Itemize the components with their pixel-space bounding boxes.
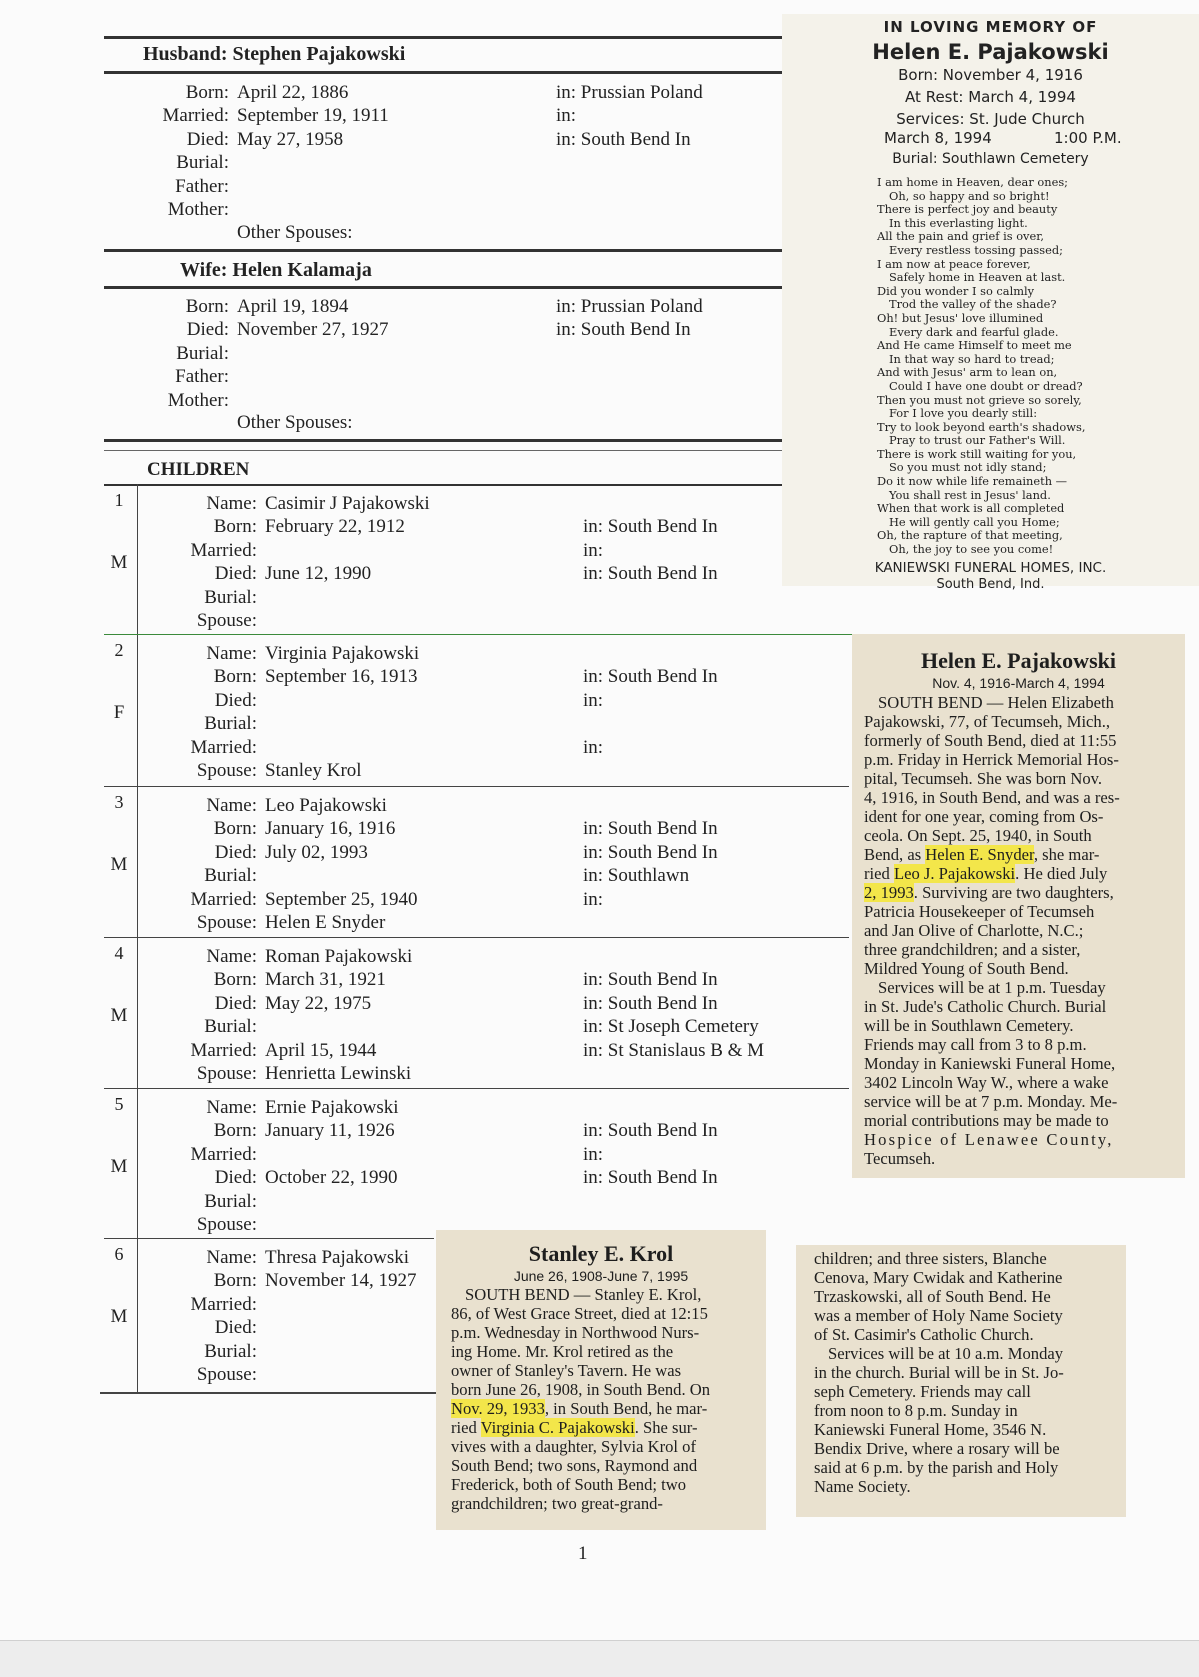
card-funeral-home: KANIEWSKI FUNERAL HOMES, INC. <box>874 560 1107 576</box>
child-row-label: Burial: <box>204 865 257 887</box>
obit-line: and Jan Olive of Charlotte, N.C.; <box>864 921 1084 940</box>
card-poem <box>877 176 1137 557</box>
obit-line: 4, 1916, in South Bend, and was a res- <box>864 788 1120 807</box>
obit-line: grandchildren; two great-grand- <box>451 1494 663 1513</box>
poem-line: Every dark and fearful glade. <box>889 324 1059 339</box>
child-row-label: Died: <box>214 563 257 585</box>
poem-line: You shall rest in Jesus' land. <box>889 487 1051 502</box>
divider <box>104 484 792 486</box>
child-row-value: Roman Pajakowski <box>265 946 413 967</box>
stanley-obit-dates: June 26, 1908-June 7, 1995 <box>513 1268 689 1284</box>
obit-line: Hospice of Lenawee County, <box>864 1130 1114 1149</box>
child-sex: M <box>110 1156 128 1177</box>
obit-line: Name Society. <box>814 1477 911 1496</box>
poem-line: I am home in Heaven, dear ones; <box>877 175 1069 189</box>
child-row-value: September 25, 1940 <box>265 888 418 910</box>
obit-line: will be in Southlawn Cemetery. <box>864 1016 1074 1035</box>
husband-row-place: in: Prussian Poland <box>556 82 703 103</box>
obit-line: ident for one year, coming from Os- <box>864 807 1104 826</box>
child-row-place: in: <box>583 888 604 910</box>
husband-row-value: May 27, 1958 <box>237 128 344 150</box>
divider <box>104 249 792 252</box>
child-row-place: in: South Bend In <box>583 1120 718 1142</box>
child-row-label: Died: <box>214 992 257 1014</box>
child-row-label: Burial: <box>204 1016 257 1038</box>
child-row-place: in: South Bend In <box>583 666 718 688</box>
child-row-label: Name: <box>206 795 257 816</box>
child-row-label: Spouse: <box>196 760 257 781</box>
divider <box>104 71 792 74</box>
poem-line: Oh, the joy to see you come! <box>889 542 1054 557</box>
child-row-place: in: Southlawn <box>583 865 690 887</box>
child-row-value: Henrietta Lewinski <box>265 1063 412 1084</box>
obit-line: 2, 1993. Surviving are two daughters, <box>864 883 1114 902</box>
child-row-label: Married: <box>190 1039 257 1061</box>
obit-line: was a member of Holy Name Society <box>814 1306 1063 1325</box>
obit-line: SOUTH BEND — Helen Elizabeth <box>878 693 1114 712</box>
wife-row-label: Born: <box>185 296 229 317</box>
helen-obituary-clipping <box>852 634 1185 1178</box>
obit-line: seph Cemetery. Friends may call <box>814 1382 1031 1401</box>
obit-line: Pajakowski, 77, of Tecumseh, Mich., <box>864 712 1111 731</box>
child-row-place: in: St Joseph Cemetery <box>583 1016 759 1038</box>
child-row-value: January 16, 1916 <box>265 818 396 840</box>
child-row-label: Born: <box>213 969 257 991</box>
poem-line: There is work still waiting for you, <box>877 446 1077 461</box>
child-row-label: Born: <box>213 1120 257 1142</box>
poem-line: In this everlasting light. <box>889 215 1028 230</box>
child-number: 1 <box>114 490 124 510</box>
obit-line: ceola. On Sept. 25, 1940, in South <box>864 826 1092 845</box>
child-divider <box>104 1238 434 1239</box>
poem-line: Try to look beyond earth's shadows, <box>877 419 1086 434</box>
child-row-value: July 02, 1993 <box>265 841 368 863</box>
highlight-marker: Leo J. Pajakowski <box>893 864 1016 883</box>
obit-line: Kaniewski Funeral Home, 3546 N. <box>814 1420 1047 1439</box>
poem-line: There is perfect joy and beauty <box>877 202 1058 217</box>
stanley-obituary-clipping <box>436 1230 766 1530</box>
child-number: 5 <box>114 1094 124 1114</box>
husband-header: Husband: Stephen Pajakowski <box>143 43 406 65</box>
card-city: South Bend, Ind. <box>936 577 1045 592</box>
card-born: Born: November 4, 1916 <box>898 66 1083 84</box>
divider <box>104 36 792 39</box>
divider <box>104 286 792 289</box>
obit-line: p.m. Wednesday in Northwood Nurs- <box>451 1323 700 1342</box>
child-row-label: Burial: <box>204 1340 257 1362</box>
card-date: March 8, 1994 <box>884 129 992 147</box>
child-row-value: June 12, 1990 <box>265 563 372 585</box>
child-row-label: Died: <box>214 841 257 863</box>
husband-row-place: in: <box>556 105 577 127</box>
child-sex: M <box>110 1005 128 1026</box>
child-row-label: Burial: <box>204 1190 257 1212</box>
card-name: Helen E. Pajakowski <box>872 40 1109 64</box>
child-row-place: in: South Bend In <box>583 992 718 1014</box>
helen-obit-body <box>852 693 1185 1168</box>
poem-line: For I love you dearly still: <box>889 406 1038 421</box>
child-row-label: Married: <box>190 888 257 910</box>
child-row-value: October 22, 1990 <box>265 1167 398 1189</box>
child-number: 3 <box>114 792 124 812</box>
obit-line: formerly of South Bend, died at 11:55 <box>864 731 1117 750</box>
child-row-value: March 31, 1921 <box>265 969 386 991</box>
highlight-marker: Virginia C. Pajakowski <box>480 1418 635 1437</box>
obit-line: service will be at 7 p.m. Monday. Me- <box>864 1092 1118 1111</box>
child-divider <box>100 1392 436 1394</box>
child-divider <box>104 786 849 787</box>
stanley-obituary-continued-clipping <box>796 1245 1126 1517</box>
child-row-label: Died: <box>214 689 257 711</box>
child-row-value: Leo Pajakowski <box>265 795 387 816</box>
obit-line: ried Leo J. Pajakowski. He died July <box>864 864 1108 883</box>
stanley-obit-body <box>436 1285 766 1513</box>
child-row-value: Helen E Snyder <box>265 912 386 933</box>
child-row-place: in: St Stanislaus B & M <box>583 1039 765 1061</box>
husband-row-label: Married: <box>162 105 229 127</box>
child-row-value: September 16, 1913 <box>265 666 418 688</box>
obit-line: born June 26, 1908, in South Bend. On <box>451 1380 711 1399</box>
obit-line: Tecumseh. <box>864 1149 936 1168</box>
child-row-label: Married: <box>190 736 257 758</box>
husband-row-label: Mother: <box>167 199 229 220</box>
poem-line: So you must not idly stand; <box>889 460 1047 475</box>
stanley-obit-continued-body <box>796 1245 1126 1496</box>
poem-line: In that way so hard to tread; <box>889 351 1055 366</box>
child-row-label: Spouse: <box>196 1214 257 1235</box>
poem-line: Oh, the rapture of that meeting, <box>877 528 1063 543</box>
helen-obit-dates: Nov. 4, 1916-March 4, 1994 <box>932 675 1105 691</box>
obit-line: Monday in Kaniewski Funeral Home, <box>864 1054 1116 1073</box>
child-row-place: in: <box>583 689 604 711</box>
obit-line: Bend, as Helen E. Snyder, she mar- <box>864 845 1100 864</box>
child-row-label: Died: <box>214 1317 257 1339</box>
obit-line: Services will be at 10 a.m. Monday <box>828 1344 1064 1363</box>
poem-line: Every restless tossing passed; <box>889 242 1063 257</box>
husband-row-place: in: South Bend In <box>556 128 691 150</box>
child-row-label: Name: <box>206 1097 257 1118</box>
child-row-label: Born: <box>213 1270 257 1292</box>
child-sex: F <box>113 702 125 723</box>
child-number: 6 <box>114 1244 124 1264</box>
child-row-label: Spouse: <box>196 1063 257 1084</box>
child-row-value: Thresa Pajakowski <box>265 1247 410 1268</box>
wife-row-place: in: South Bend In <box>556 319 691 341</box>
obit-line: 3402 Lincoln Way W., where a wake <box>864 1073 1109 1092</box>
wife-row-place: in: Prussian Poland <box>556 296 703 317</box>
divider <box>104 439 792 442</box>
obit-line: in St. Jude's Catholic Church. Burial <box>864 997 1107 1016</box>
husband-row-label: Died: <box>186 128 229 150</box>
obit-line: Friends may call from 3 to 8 p.m. <box>864 1035 1087 1054</box>
wife-header: Wife: Helen Kalamaja <box>180 259 372 281</box>
child-row-label: Married: <box>190 1293 257 1315</box>
child-row-label: Name: <box>206 1247 257 1268</box>
child-row-label: Name: <box>206 946 257 967</box>
poem-line: Did you wonder I so calmly <box>877 283 1035 298</box>
card-services: Services: St. Jude Church <box>896 110 1085 128</box>
obit-line: from noon to 8 p.m. Sunday in <box>814 1401 1018 1420</box>
children-header: CHILDREN <box>147 459 250 480</box>
child-row-label: Died: <box>214 1167 257 1189</box>
child-row-value: November 14, 1927 <box>265 1270 417 1292</box>
child-row-label: Name: <box>206 493 257 514</box>
wife-row-value: November 27, 1927 <box>237 319 389 341</box>
husband-row-value: September 19, 1911 <box>237 105 389 127</box>
husband-row-label: Father: <box>175 175 229 197</box>
poem-line: Could I have one doubt or dread? <box>889 378 1083 393</box>
obit-line: owner of Stanley's Tavern. He was <box>451 1361 682 1380</box>
poem-line: When that work is all completed <box>877 501 1065 516</box>
wife-row-value: April 19, 1894 <box>237 296 349 317</box>
poem-line: Trod the valley of the shade? <box>889 297 1057 312</box>
child-divider <box>104 937 849 938</box>
child-row-place: in: South Bend In <box>583 818 718 840</box>
child-number: 2 <box>114 640 124 660</box>
highlight-marker: Helen E. Snyder <box>925 845 1034 864</box>
child-divider <box>104 634 964 635</box>
obit-line: pital, Tecumseh. She was born Nov. <box>864 769 1103 788</box>
child-row-label: Burial: <box>204 713 257 735</box>
child-sex: M <box>110 552 128 573</box>
poem-line: Oh! but Jesus' love illumined <box>877 310 1044 325</box>
poem-line: He will gently call you Home; <box>889 514 1060 529</box>
child-row-place: in: South Bend In <box>583 563 718 585</box>
obit-line: Mildred Young of South Bend. <box>864 959 1069 978</box>
highlight-marker: 2, 1993 <box>864 883 914 902</box>
obit-line: SOUTH BEND — Stanley E. Krol, <box>465 1285 702 1304</box>
children-column-divider <box>137 484 138 1394</box>
obit-line: Cenova, Mary Cwidak and Katherine <box>814 1268 1063 1287</box>
obit-line: Bendix Drive, where a rosary will be <box>814 1439 1060 1458</box>
child-sex: M <box>110 1306 128 1327</box>
child-divider <box>104 1088 849 1089</box>
obit-line: 86, of West Grace Street, died at 12:15 <box>451 1304 708 1323</box>
obit-line: morial contributions may be made to <box>864 1111 1109 1130</box>
card-time: 1:00 P.M. <box>1054 129 1122 147</box>
child-row-value: May 22, 1975 <box>265 992 372 1014</box>
child-row-value: February 22, 1912 <box>265 516 405 538</box>
child-row-place: in: South Bend In <box>583 1167 718 1189</box>
child-row-label: Spouse: <box>196 610 257 631</box>
child-sex: M <box>110 854 128 875</box>
husband-row-label: Burial: <box>176 152 229 174</box>
obit-line: three grandchildren; and a sister, <box>864 940 1081 959</box>
obit-line: South Bend; two sons, Raymond and <box>451 1456 698 1475</box>
poem-line: And He came Himself to meet me <box>877 338 1072 353</box>
child-row-place: in: <box>583 1143 604 1165</box>
obit-line: children; and three sisters, Blanche <box>814 1249 1047 1268</box>
poem-line: And with Jesus' arm to lean on, <box>877 365 1058 380</box>
child-row-label: Born: <box>213 666 257 688</box>
child-row-label: Born: <box>213 818 257 840</box>
child-row-place: in: <box>583 736 604 758</box>
card-at-rest: At Rest: March 4, 1994 <box>905 88 1076 106</box>
husband-row-value: April 22, 1886 <box>237 82 349 103</box>
divider <box>104 450 792 451</box>
husband-other-spouses-label: Other Spouses: <box>237 222 353 243</box>
obit-line: of St. Casimir's Catholic Church. <box>814 1325 1034 1344</box>
wife-row-label: Died: <box>186 319 229 341</box>
obit-line: Services will be at 1 p.m. Tuesday <box>878 978 1106 997</box>
child-row-value: April 15, 1944 <box>265 1039 377 1061</box>
highlight-marker: Nov. 29, 1933 <box>451 1399 545 1418</box>
child-row-place: in: South Bend In <box>583 516 718 538</box>
wife-row-label: Burial: <box>176 342 229 364</box>
obit-line: Frederick, both of South Bend; two <box>451 1475 687 1494</box>
child-number: 4 <box>114 943 124 963</box>
obit-line: p.m. Friday in Herrick Memorial Hos- <box>864 750 1119 769</box>
obit-line: Trzaskowski, all of South Bend. He <box>814 1287 1051 1306</box>
page-bottom-edge <box>0 1640 1199 1677</box>
child-row-place: in: South Bend In <box>583 969 718 991</box>
child-row-label: Spouse: <box>196 1364 257 1385</box>
card-burial: Burial: Southlawn Cemetery <box>892 151 1089 167</box>
poem-line: Then you must not grieve so sorely, <box>877 392 1082 407</box>
stanley-obit-title: Stanley E. Krol <box>528 1241 674 1266</box>
child-row-value: Virginia Pajakowski <box>265 643 420 664</box>
poem-line: I am now at peace forever, <box>877 256 1031 271</box>
obit-line: ing Home. Mr. Krol retired as the <box>451 1342 674 1361</box>
child-row-label: Name: <box>206 643 257 664</box>
child-row-place: in: <box>583 539 604 561</box>
child-row-label: Married: <box>190 539 257 561</box>
obit-line: Patricia Housekeeper of Tecumseh <box>864 902 1095 921</box>
child-row-value: January 11, 1926 <box>265 1120 395 1142</box>
child-row-label: Married: <box>190 1143 257 1165</box>
obit-line: in the church. Burial will be in St. Jo- <box>814 1363 1064 1382</box>
poem-line: Do it now while life remaineth — <box>877 474 1068 489</box>
poem-line: Pray to trust our Father's Will. <box>889 433 1066 448</box>
obit-line: Nov. 29, 1933, in South Bend, he mar- <box>451 1399 708 1418</box>
memorial-card <box>782 14 1199 592</box>
poem-line: All the pain and grief is over, <box>877 229 1045 244</box>
card-heading: IN LOVING MEMORY OF <box>883 18 1098 36</box>
page-number: 1 <box>578 1543 588 1564</box>
child-row-place: in: South Bend In <box>583 841 718 863</box>
obit-line: said at 6 p.m. by the parish and Holy <box>814 1458 1059 1477</box>
husband-row-label: Born: <box>185 82 229 103</box>
child-row-label: Spouse: <box>196 912 257 933</box>
obit-line: ried Virginia C. Pajakowski. She sur- <box>451 1418 698 1437</box>
poem-line: Safely home in Heaven at last. <box>889 270 1066 285</box>
child-row-value: Stanley Krol <box>265 760 362 781</box>
child-row-label: Burial: <box>204 586 257 608</box>
child-row-value: Casimir J Pajakowski <box>265 493 430 514</box>
child-row-value: Ernie Pajakowski <box>265 1097 399 1118</box>
obit-line: vives with a daughter, Sylvia Krol of <box>451 1437 696 1456</box>
poem-line: Oh, so happy and so bright! <box>889 188 1050 203</box>
wife-row-label: Father: <box>175 366 229 388</box>
child-row-label: Born: <box>213 516 257 538</box>
wife-row-label: Mother: <box>167 389 229 411</box>
helen-obit-title: Helen E. Pajakowski <box>921 648 1116 673</box>
wife-other-spouses-label: Other Spouses: <box>237 412 353 433</box>
